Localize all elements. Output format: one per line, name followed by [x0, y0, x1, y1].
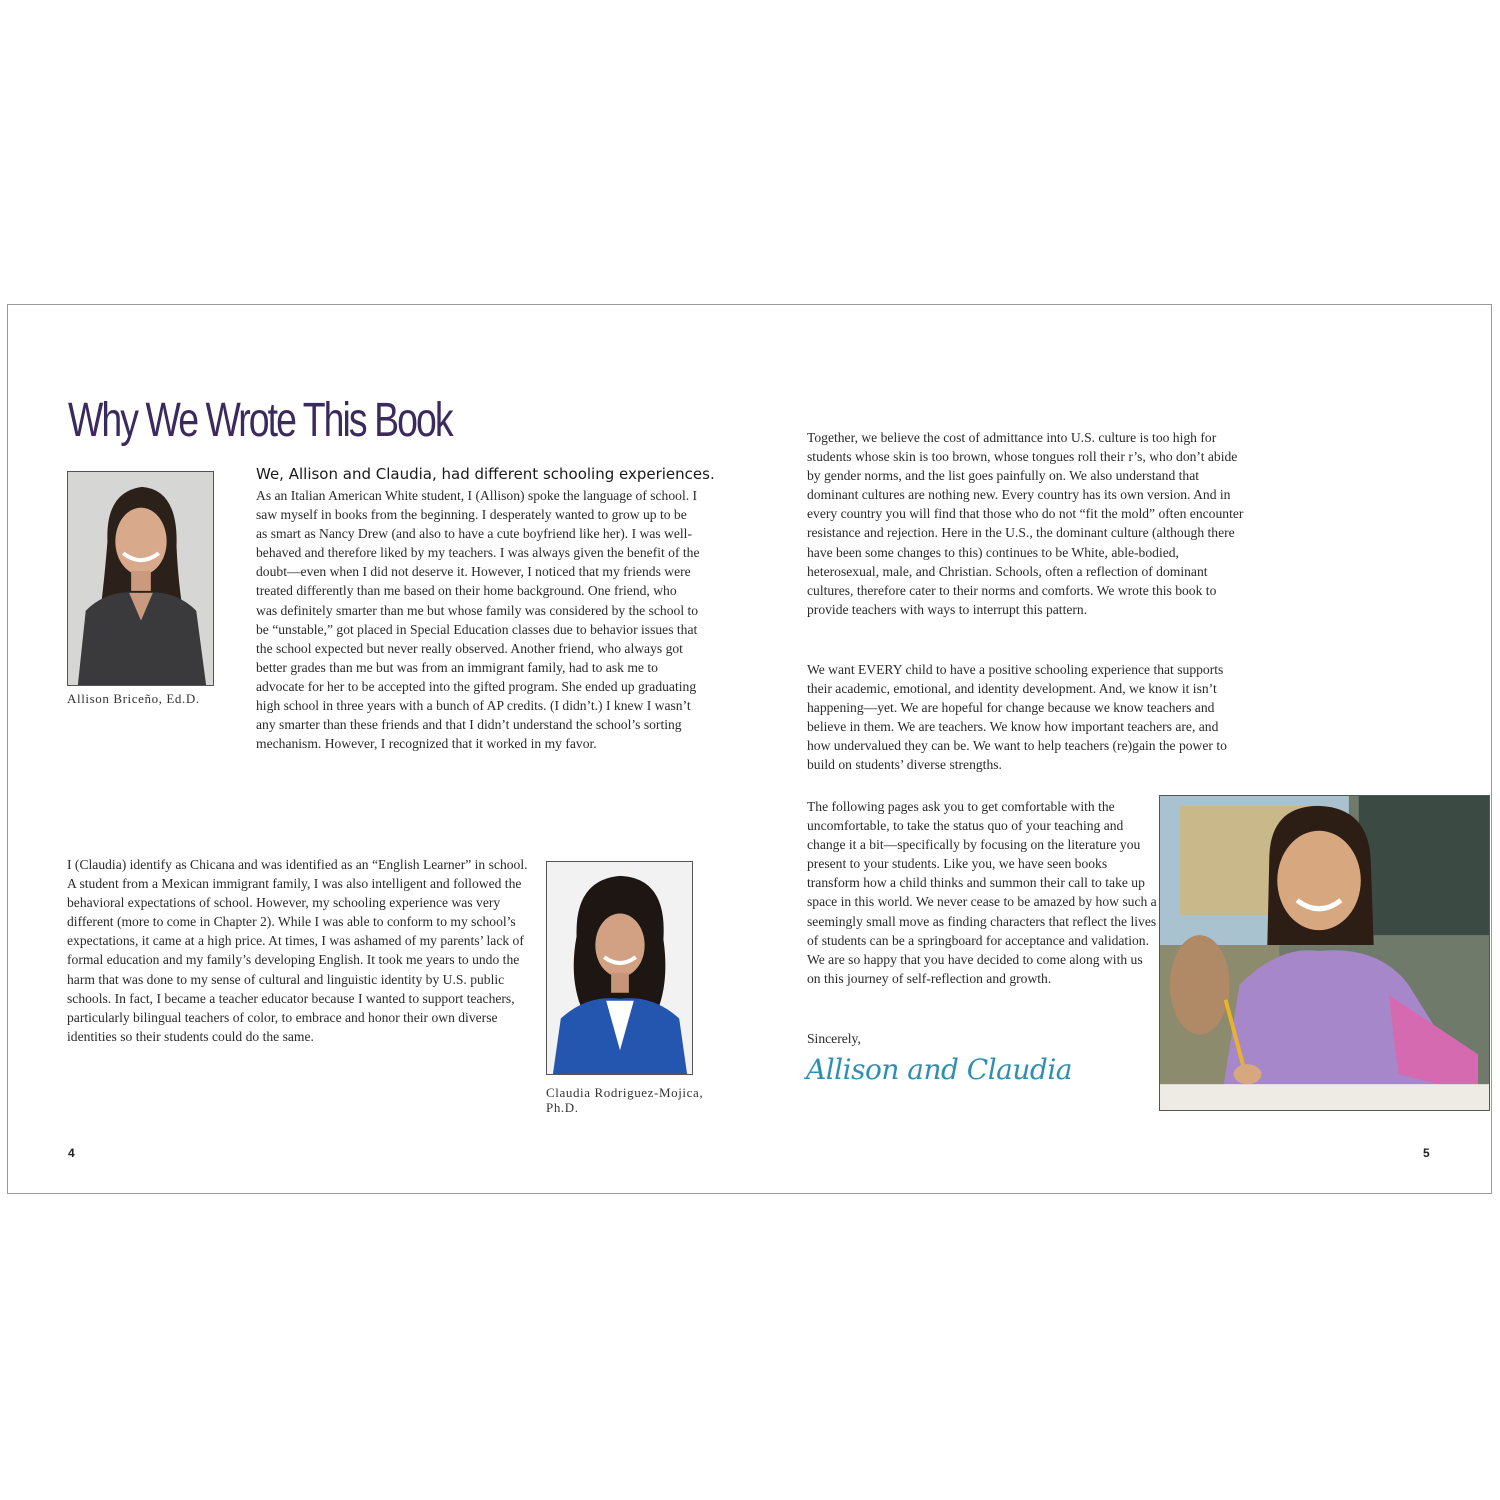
page-title: Why We Wrote This Book: [68, 394, 452, 447]
right-paragraph-1: Together, we believe the cost of admittance into U.S. culture is too high for students whose skin is too brown, whose tongues roll their r’s, who don’t abide by gender norms, and the list goes painfully on. We also understand that dominant cultures are nothing new. Every country has its own version. And in every country you will find that those who do not “fit the mold” often encounter resistance and rejection. Here in the U.S., the dominant culture (although there have been some changes to this) continues to be White, able-bodied, heterosexual, male, and Christian. Schools, often a reflection of dominant cultures, therefore cater to their norms and comforts. We wrote this book to provide teachers with ways to interrupt this pattern.: [807, 430, 1244, 617]
closing-text: Sincerely,: [807, 1031, 861, 1046]
right-paragraph-2: We want EVERY child to have a positive schooling experience that supports their academic, emotional, and identity development. And, we know it isn’t happening—yet. We are hopeful for change because we know teachers and believe in them. We are teachers. We know how important teachers are, and how undervalued they can be. We want to help teachers (re)gain the power to build on students’ diverse strengths.: [807, 662, 1227, 773]
allison-paragraph: As an Italian American White student, I (Allison) spoke the language of school. I saw myself in books from the beginning. I desperately wanted to grow up to be as smart as Nancy Drew (and also to have a cute boyfriend like her). I was well-behaved and therefore liked by my teachers. I was always given the benefit of the doubt—even when I did not deserve it. However, I noticed that my friends were treated differently than me based on their home background. One friend, who was definitely smarter than me but whose family was considered by the school to be “unstable,” got placed in Special Education classes due to behavior issues that the school expected but never really observed. Another friend, who always got better grades than me but was from an immigrant family, had to ask me to advocate for her to be accepted into the gifted program. She ended up graduating high school in three years with a bunch of AP credits. (I didn’t.) I knew I wasn’t any smarter than these friends and that I didn’t understand the school’s sorting mechanism. However, I recognized that it worked in my favor.: [256, 488, 700, 752]
allison-caption: Allison Briceño, Ed.D.: [67, 691, 200, 706]
allison-portrait-photo: [67, 471, 214, 686]
claudia-portrait-photo: [546, 861, 693, 1075]
claudia-caption: Claudia Rodriguez-Mojica, Ph.D.: [546, 1085, 704, 1115]
page-number-right: 5: [1423, 1146, 1430, 1160]
right-paragraph-3: The following pages ask you to get comfortable with the uncomfortable, to take the status quo of your teaching and change it a bit—specifically by focusing on the literature you present to your students. Like you, we have seen books transform how a child thinks and summon their call to take up space in this world. We never cease to be amazed by how such a seemingly small move as finding characters that reflect the lives of students can be a springboard for acceptance and validation. We are so happy that you have decided to come along with us on this journey of self-reflection and growth.: [807, 799, 1157, 986]
page-number-left: 4: [68, 1146, 75, 1160]
signature: Allison and Claudia: [806, 1053, 1072, 1086]
claudia-paragraph: I (Claudia) identify as Chicana and was identified as an “English Learner” in school. A student from a Mexican immigrant family, I was also intelligent and followed the behavioral expectations of school. However, my schooling experience was very different (more to come in Chapter 2). While I was able to conform to my school’s expectations, it came at a high price. At times, I was ashamed of my parents’ lack of formal education and my family’s developing English. It took me years to undo the harm that was done to my sense of cultural and linguistic identity by U.S. public schools. In fact, I became a teacher educator because I wanted to support teachers, particularly bilingual teachers of color, to embrace and honor their own diverse identities so their students could do the same.: [67, 857, 528, 1044]
lead-heading: We, Allison and Claudia, had different schooling experiences.: [256, 465, 715, 483]
book-spread: [7, 304, 1492, 1194]
student-writing-photo: [1159, 795, 1490, 1111]
